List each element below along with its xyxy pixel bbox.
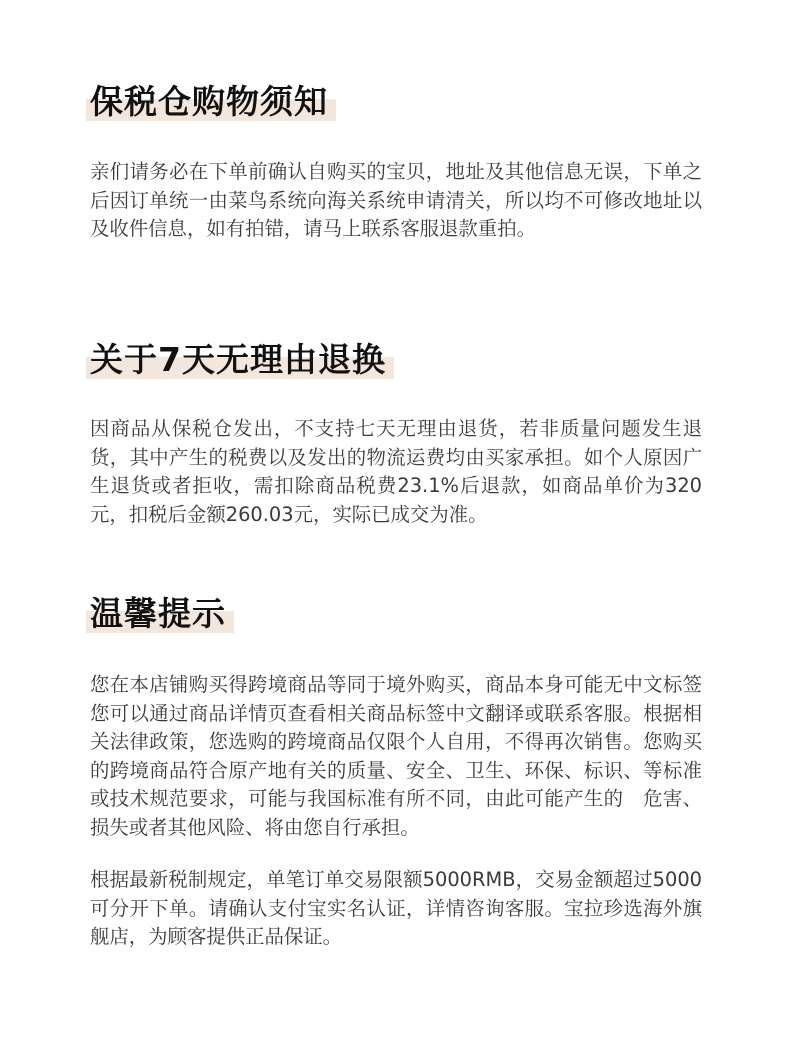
section-title: 保税仓购物须知 [90,82,328,121]
section-paragraph: 根据最新税制规定，单笔订单交易限额5000RMB，交易金额超过5000可分开下单。请确认支付宝实名认证，详情咨询客服。宝拉珍选海外旗舰店，为顾客提供正品保证。 [90,868,702,948]
section-warm-tips [90,594,722,952]
section-paragraph: 您在本店铺购买得跨境商品等同于境外购买，商品本身可能无中文标签 您可以通过商品详情页查看相关商品标签中文翻译或联系客服。根据相关法律政策，您选购的跨境商品仅限个人自用，不得再次销售。您购买的跨境商品符合原产地有关的质量、安全、卫生、环保、标识、等标准或技术规范要求，可能与我国标准有所不同，由此可能产生的 危害、损失或者其他风险、将由您自行承担。 [90,673,722,839]
section-heading [90,340,392,380]
section-paragraph: 亲们请务必在下单前确认自购买的宝贝，地址及其他信息无误，下单之后因订单统一由菜鸟系统向海关系统申请清关，所以均不可修改地址以 及收件信息，如有拍错，请马上联系客服退款重拍。 [90,160,722,240]
section-title: 关于7天无理由退换 [90,340,386,379]
section-paragraph: 因商品从保税仓发出，不支持七天无理由退货，若非质量问题发生退货，其中产生的税费以及发出的物流运费均由买家承担。如个人原因广生退货或者拒收，需扣除商品税费23.1%后退款，如商品单价为320元，扣税后金额260.03元，实际已成交为准。 [90,417,702,526]
section-heading [90,594,232,634]
section-title: 温馨提示 [90,594,226,633]
section-heading [90,82,334,122]
section-return-policy [90,340,702,529]
section-bonded-warehouse-notice [90,82,722,244]
